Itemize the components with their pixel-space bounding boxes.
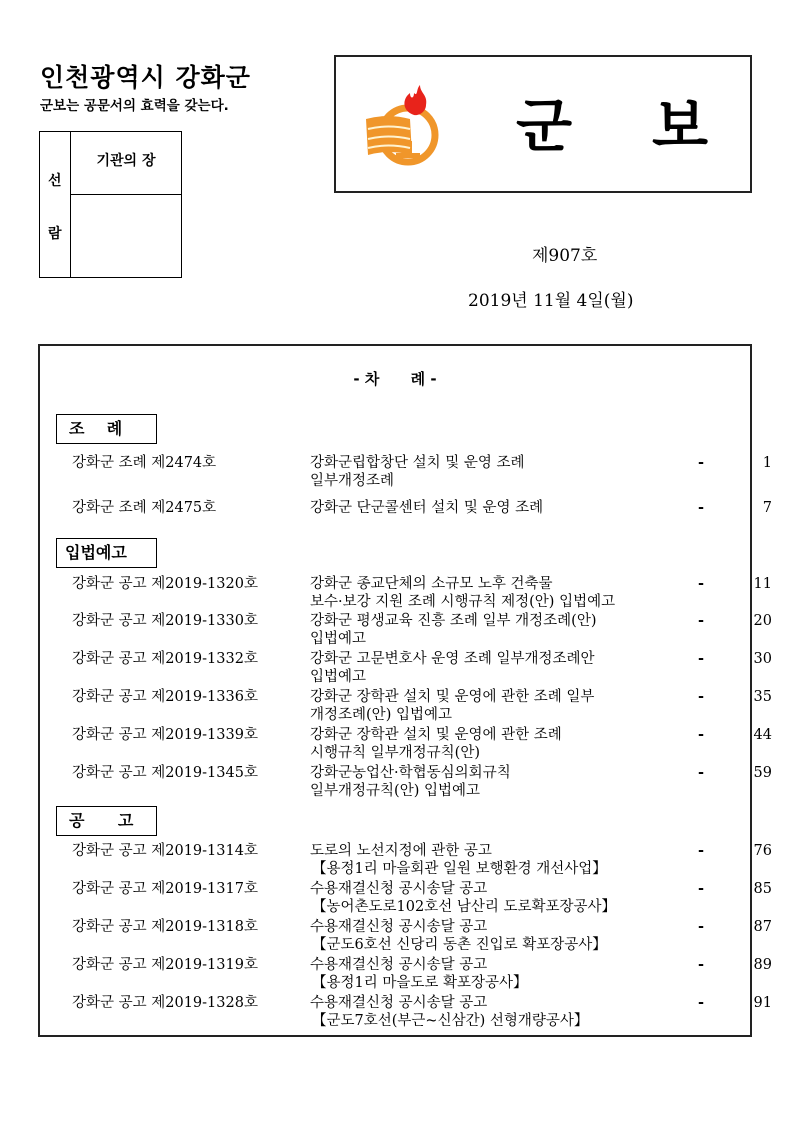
entry-title[interactable]: 강화군 평생교육 진흥 조례 일부 개정조례(안) [310,613,597,629]
page-dash: - [698,994,705,1011]
entry-page: 44 [753,727,772,743]
entry-subtitle: 【용정1리 마을회관 일원 보행환경 개선사업】 [312,861,607,877]
issue-date: 2019년 11월 4일(월) [468,291,634,311]
entry-number: 강화군 공고 제2019-1320호 [72,576,258,592]
entry-number: 강화군 공고 제2019-1332호 [72,651,258,667]
entry-subtitle: 보수·보강 지원 조례 시행규칙 제정(안) 입법예고 [310,594,616,610]
entry-title[interactable]: 강화군 장학관 설치 및 운영에 관한 조례 일부 [310,689,595,705]
entry-title[interactable]: 수용재결신청 공시송달 공고 [310,957,488,973]
entry-title[interactable]: 도로의 노선지정에 관한 공고 [310,843,492,859]
entry-page: 30 [753,651,772,667]
page-dash: - [698,650,705,667]
entry-subtitle: 【군도7호선(부근~신삼간) 선형개량공사】 [312,1013,589,1029]
masthead [334,55,752,193]
page-dash: - [698,499,705,516]
entry-title[interactable]: 수용재결신청 공시송달 공고 [310,919,488,935]
entry-number: 강화군 공고 제2019-1330호 [72,613,258,629]
entry-subtitle: 입법예고 [310,669,367,685]
entry-subtitle: 개정조례(안) 입법예고 [310,707,452,723]
entry-page: 35 [753,689,772,705]
page-dash: - [698,956,705,973]
page-dash: - [698,726,705,743]
entry-subtitle: 일부개정조례 [310,473,395,489]
entry-number: 강화군 공고 제2019-1319호 [72,957,258,973]
entry-page: 7 [762,500,772,516]
section-public-notice: 공 고 [56,806,157,836]
page-dash: - [698,918,705,935]
organization-title: 인천광역시 강화군 [40,63,251,92]
entry-page: 89 [753,957,772,973]
entry-title[interactable]: 수용재결신청 공시송달 공고 [310,881,488,897]
entry-number: 강화군 공고 제2019-1314호 [72,843,258,859]
entry-page: 87 [753,919,772,935]
entry-page: 91 [753,995,772,1011]
organization-subtitle: 군보는 공문서의 효력을 갖는다. [40,98,229,114]
page-dash: - [698,575,705,592]
entry-page: 85 [753,881,772,897]
page-dash: - [698,688,705,705]
entry-number: 강화군 공고 제2019-1339호 [72,727,258,743]
entry-number: 강화군 공고 제2019-1336호 [72,689,258,705]
entry-title[interactable]: 강화군 단군콜센터 설치 및 운영 조례 [310,500,544,516]
page-dash: - [698,880,705,897]
review-side-label [40,132,71,277]
page-dash: - [698,764,705,781]
entry-page: 20 [753,613,772,629]
page-dash: - [698,612,705,629]
section-legislative-notice: 입법예고 [56,538,157,568]
entry-number: 강화군 공고 제2019-1317호 [72,881,258,897]
review-table [39,131,182,278]
entry-subtitle: 【농어촌도로102호선 남산리 도로확포장공사】 [312,899,617,915]
entry-page: 76 [753,843,772,859]
masthead-char-gun: 군 [516,92,573,160]
entry-page: 1 [762,455,772,471]
entry-title[interactable]: 강화군립합창단 설치 및 운영 조례 [310,455,525,471]
entry-page: 59 [753,765,772,781]
entry-title[interactable]: 수용재결신청 공시송달 공고 [310,995,488,1011]
table-of-contents [38,344,772,1037]
entry-title[interactable]: 강화군농업산·학협동심의회규칙 [310,765,511,781]
review-side-char-1: 선 [48,173,62,189]
agency-head-cell: 기관의 장 [71,132,181,195]
entry-subtitle: 【군도6호선 신당리 동촌 진입로 확포장공사】 [312,937,607,953]
review-side-char-2: 람 [48,226,62,242]
page-dash: - [698,842,705,859]
entry-title[interactable]: 강화군 장학관 설치 및 운영에 관한 조례 [310,727,562,743]
ganghwa-emblem-icon [358,81,448,171]
toc-title: - 차 례 - [353,370,437,388]
entry-page: 11 [753,576,772,592]
issue-number: 제907호 [532,246,598,266]
entry-number: 강화군 공고 제2019-1318호 [72,919,258,935]
entry-subtitle: 【용정1리 마을도로 확포장공사】 [312,975,528,991]
entry-number: 강화군 조례 제2475호 [72,500,217,516]
entry-subtitle: 시행규칙 일부개정규칙(안) [310,745,480,761]
entry-title[interactable]: 강화군 고문변호사 운영 조례 일부개정조례안 [310,651,595,667]
entry-title[interactable]: 강화군 종교단체의 소규모 노후 건축물 [310,576,553,592]
page-dash: - [698,454,705,471]
entry-number: 강화군 공고 제2019-1328호 [72,995,258,1011]
section-ordinances: 조 례 [56,414,157,444]
entry-subtitle: 일부개정규칙(안) 입법예고 [310,783,480,799]
entry-number: 강화군 공고 제2019-1345호 [72,765,258,781]
masthead-char-bo: 보 [652,92,709,160]
entry-number: 강화군 조례 제2474호 [72,455,217,471]
entry-subtitle: 입법예고 [310,631,367,647]
